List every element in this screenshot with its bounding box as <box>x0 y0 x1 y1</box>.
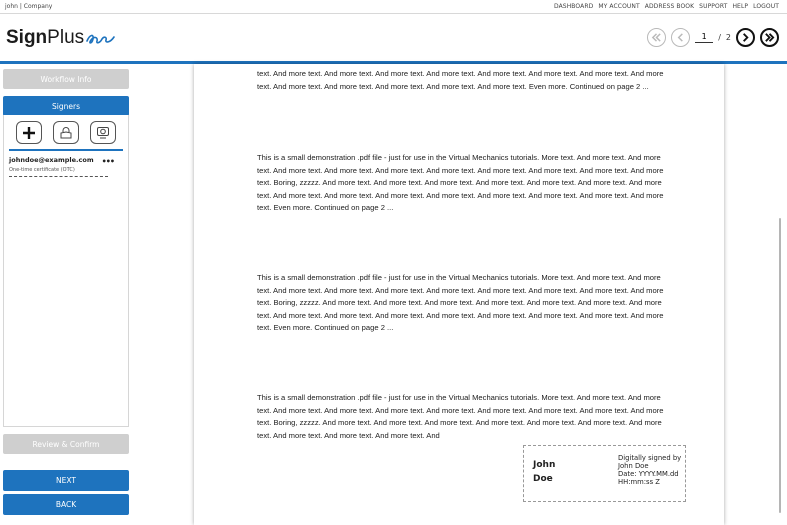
page-number-input[interactable] <box>695 32 713 43</box>
previous-page-button[interactable] <box>671 28 690 47</box>
stamp-icon <box>96 126 110 140</box>
double-chevron-left-icon <box>651 32 662 43</box>
back-button[interactable]: BACK <box>3 494 129 515</box>
next-page-button[interactable] <box>736 28 755 47</box>
last-page-button[interactable] <box>760 28 779 47</box>
logo-text-bold: Sign <box>6 27 48 48</box>
add-icon <box>22 126 36 140</box>
document-paragraph: This is a small demonstration .pdf file - just for use in the Virtual Mechanics tutorials. More text. And more text. And more text. And more text. And more text. And more text. And more text. And more text. And more text. And more text. And more text. Boring, zzzzz. And more text. And more text. And more text. And more text. And more text. And more text. And more text. And more text. And more text. And more text. And more text. And more text. And more text. And more text. And more text. Even more. Continued on page 2 ... <box>257 153 664 213</box>
app-header <box>0 14 787 64</box>
signer-divider <box>9 176 108 177</box>
signature-name: John Doe <box>533 460 556 484</box>
page-navigator <box>647 28 779 47</box>
first-page-button[interactable] <box>647 28 666 47</box>
double-chevron-right-icon <box>764 32 775 43</box>
nav-help-link[interactable]: HELP <box>732 3 749 10</box>
signer-tools <box>4 115 128 144</box>
signer-item[interactable] <box>4 151 128 177</box>
review-confirm-button[interactable]: Review & Confirm <box>3 434 129 454</box>
workflow-info-button[interactable]: Workflow Info <box>3 69 129 89</box>
signer-more-icon[interactable]: ••• <box>101 157 114 166</box>
signers-panel <box>3 115 129 427</box>
nav-my-account-link[interactable]: MY ACCOUNT <box>598 3 640 10</box>
signer-email: johndoe@example.com <box>9 156 94 164</box>
nav-support-link[interactable]: SUPPORT <box>699 3 728 10</box>
signature-info: Digitally signed by John Doe Date: YYYY.MM.dd HH:mm:ss Z <box>618 454 682 486</box>
logo-text-thin: Plus <box>47 27 85 48</box>
stamp-signer-button[interactable] <box>90 121 116 144</box>
chevron-left-icon <box>675 32 686 43</box>
next-button[interactable]: NEXT <box>3 470 129 491</box>
page-separator: / <box>718 33 721 42</box>
lock-icon <box>59 126 73 140</box>
document-scrollbar[interactable] <box>779 218 781 513</box>
nav-dashboard-link[interactable]: DASHBOARD <box>553 3 594 10</box>
signers-tab[interactable]: Signers <box>3 96 129 116</box>
workflow-sidebar <box>0 64 132 525</box>
nav-address-book-link[interactable]: ADDRESS BOOK <box>644 3 695 10</box>
total-pages: 2 <box>725 33 731 42</box>
document-paragraph: This is a small demonstration .pdf file - just for use in the Virtual Mechanics tutorials. More text. And more text. And more text. And more text. And more text. And more text. And more text. And more text. And more text. And more text. And more text. Boring, zzzzz. And more text. And more text. And more text. And more text. And more text. And more text. And more text. And more text. And more text. And more text. And more text. And more text. And more text. And more text. And more text. Even more. Continued on page 2 ... <box>257 273 664 333</box>
document-page <box>194 64 724 525</box>
document-paragraph: This is a small demonstration .pdf file - just for use in the Virtual Mechanics tutorials. More text. And more text. And more text. And more text. And more text. And more text. And more text. And more text. And more text. And more text. And more text. Boring, zzzzz. And more text. And more text. And more text. And more text. And more text. And more text. And more text. And more text. And more text. And more text. And <box>257 393 664 440</box>
logo-swoosh-icon <box>85 32 115 46</box>
top-bar <box>0 0 787 14</box>
top-nav <box>554 3 779 10</box>
document-viewer <box>132 64 787 525</box>
company-label: john | Company <box>5 3 53 10</box>
signature-field[interactable] <box>523 445 686 502</box>
nav-logout-link[interactable]: LOGOUT <box>753 3 779 10</box>
add-signer-button[interactable] <box>16 121 42 144</box>
signplus-logo[interactable] <box>6 27 115 49</box>
signer-certificate: One-time certificate (OTC) <box>9 167 75 173</box>
document-paragraph: text. And more text. And more text. And more text. And more text. And more text. And more text. And more text. And more text. And more text. And more text. And more text. And more text. And more text. Even more. Continued on page 2 ... <box>257 69 664 91</box>
lock-signer-button[interactable] <box>53 121 79 144</box>
chevron-right-icon <box>740 32 751 43</box>
